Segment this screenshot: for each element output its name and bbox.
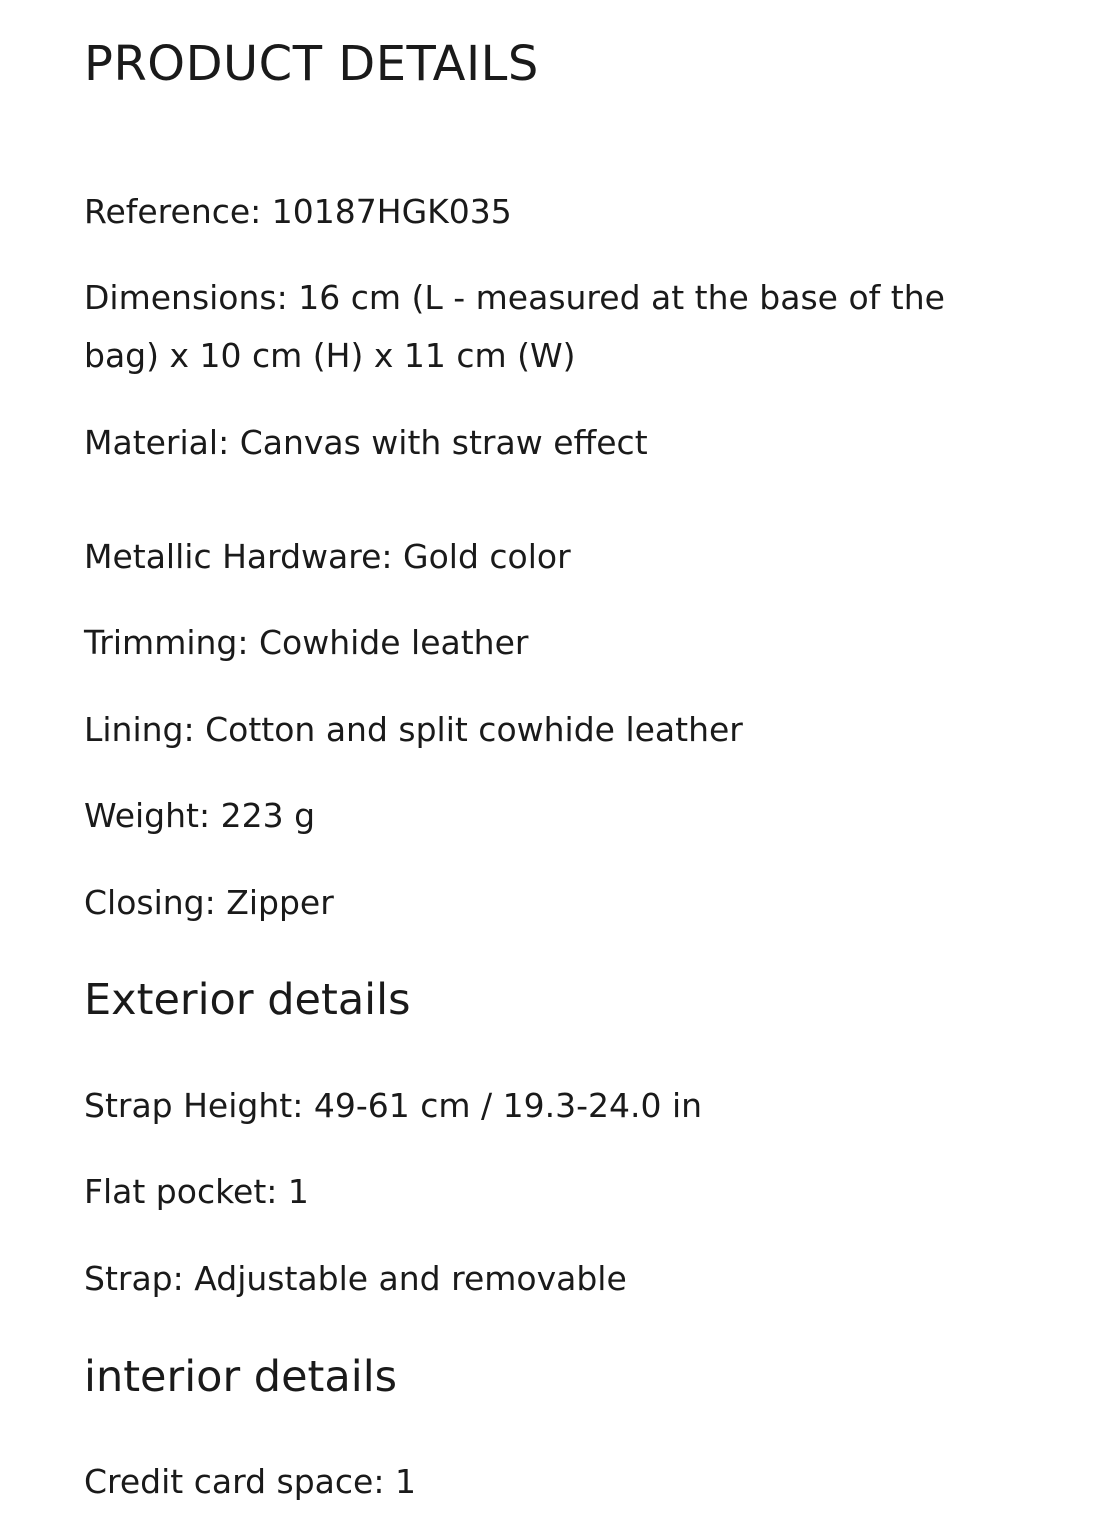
- detail-value: Cowhide leather: [258, 623, 529, 662]
- detail-label: Reference:: [84, 192, 262, 231]
- detail-strap-height: [84, 1077, 702, 1135]
- detail-dimensions: [84, 269, 1009, 385]
- detail-label: Credit card space:: [84, 1462, 385, 1501]
- detail-label: Strap:: [84, 1259, 184, 1298]
- detail-label: Trimming:: [84, 623, 249, 662]
- detail-value: Cotton and split cowhide leather: [205, 710, 743, 749]
- detail-value: Gold color: [403, 537, 571, 576]
- detail-credit-card-space: [84, 1453, 416, 1511]
- detail-label: Dimensions:: [84, 278, 288, 317]
- page-title: PRODUCT DETAILS: [84, 36, 539, 92]
- detail-closing: [84, 874, 334, 932]
- detail-label: Strap Height:: [84, 1086, 304, 1125]
- detail-label: Closing:: [84, 883, 216, 922]
- detail-label: Lining:: [84, 710, 195, 749]
- detail-flat-pocket: [84, 1163, 309, 1221]
- detail-value: Canvas with straw effect: [239, 423, 648, 462]
- detail-value: 1: [394, 1462, 416, 1501]
- detail-label: Weight:: [84, 796, 211, 835]
- detail-reference: [84, 183, 512, 241]
- interior-details-heading: interior details: [84, 1352, 398, 1402]
- detail-value: Adjustable and removable: [194, 1259, 627, 1298]
- detail-lining: [84, 701, 743, 759]
- detail-value: 1: [287, 1172, 309, 1211]
- detail-label: Material:: [84, 423, 230, 462]
- detail-trimming: [84, 614, 528, 672]
- detail-value: Zipper: [226, 883, 334, 922]
- detail-strap: [84, 1250, 627, 1308]
- detail-label: Metallic Hardware:: [84, 537, 393, 576]
- detail-value: 223 g: [220, 796, 316, 835]
- detail-value: 10187HGK035: [271, 192, 512, 231]
- detail-material: [84, 414, 648, 472]
- detail-metallic-hardware: [84, 528, 571, 586]
- detail-value: 16 cm (L - measured at the base of the bag) x 10 cm (H) x 11 cm (W): [84, 278, 945, 375]
- detail-value: 49-61 cm / 19.3-24.0 in: [313, 1086, 703, 1125]
- detail-label: Flat pocket:: [84, 1172, 278, 1211]
- detail-weight: [84, 787, 315, 845]
- exterior-details-heading: Exterior details: [84, 975, 411, 1025]
